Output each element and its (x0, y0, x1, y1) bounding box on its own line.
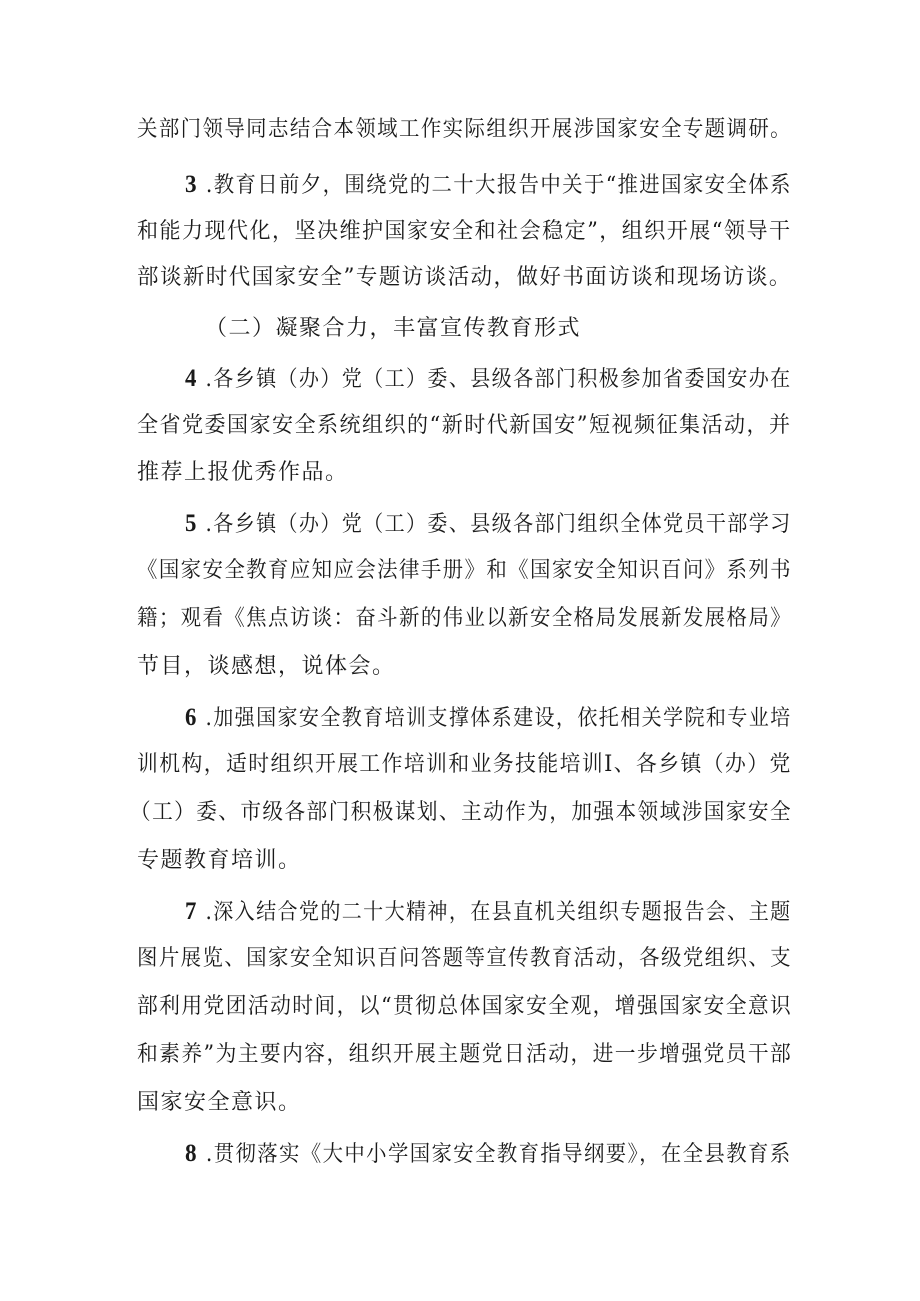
text-line: 《国家安全教育应知应会法律手册》和《国家安全知识百问》系列书 (137, 558, 793, 583)
text-line: 关部门领导同志结合本领域工作实际组织开展涉国家安全专题调研。 (137, 117, 793, 142)
paragraph-number: 3 (185, 171, 198, 198)
paragraph-number: 7 (185, 898, 198, 925)
paragraph-3-line-1: 3 .教育日前夕，围绕党的二十大报告中关于“推进国家安全体系 (185, 171, 792, 198)
text-line: 节目，谈感想，说体会。 (137, 654, 396, 679)
text-line: 图片展览、国家安全知识百问答题等宣传教育活动，各级党组织、支 (137, 946, 793, 971)
text-line: 部谈新时代国家安全”专题访谈活动，做好书面访谈和现场访谈。 (137, 265, 792, 290)
text-line: 部利用党团活动时间，以“贯彻总体国家安全观，增强国家安全意识 (137, 994, 793, 1019)
paragraph-4-line-1: 4 .各乡镇（办）党（工）委、县级各部门积极参加省委国安办在 (185, 365, 792, 392)
section-heading: （二）凝聚合力，丰富宣传教育形式 (205, 316, 582, 341)
text-line: 全省党委国家安全系统组织的“新时代新国安”短视频征集活动，并 (137, 413, 792, 438)
paragraph-number: 5 (185, 510, 198, 537)
text-line: 和素养”为主要内容，组织开展主题党日活动，进一步增强党员干部 (137, 1042, 793, 1067)
paragraph-number: 6 (185, 704, 198, 731)
paragraph-6-line-1: 6 .加强国家安全教育培训支撑体系建设，依托相关学院和专业培 (185, 704, 792, 731)
text-line: 推荐上报优秀作品。 (137, 460, 349, 485)
text-line: 专题教育培训。 (137, 848, 302, 873)
text-line: 和能力现代化，坚决维护国家安全和社会稳定”，组织开展“领导干 (137, 219, 792, 244)
text-line: 籍；观看《焦点访谈：奋斗新的伟业以新安全格局发展新发展格局》 (137, 606, 793, 631)
text-line: 国家安全意识。 (137, 1090, 302, 1115)
paragraph-number: 8 (185, 1140, 198, 1167)
paragraph-number: 4 (185, 365, 198, 392)
paragraph-8-line-1: 8 .贯彻落实《大中小学国家安全教育指导纲要》，在全县教育系 (185, 1140, 792, 1167)
text-line: （工）委、市级各部门积极谋划、主动作为，加强本领域涉国家安全 (130, 800, 793, 825)
paragraph-5-line-1: 5 .各乡镇（办）党（工）委、县级各部门组织全体党员干部学习 (185, 510, 792, 537)
text-line: 训机构，适时组织开展工作培训和业务技能培训I、各乡镇（办）党 (137, 752, 792, 777)
paragraph-7-line-1: 7 .深入结合党的二十大精神，在县直机关组织专题报告会、主题 (185, 898, 792, 925)
